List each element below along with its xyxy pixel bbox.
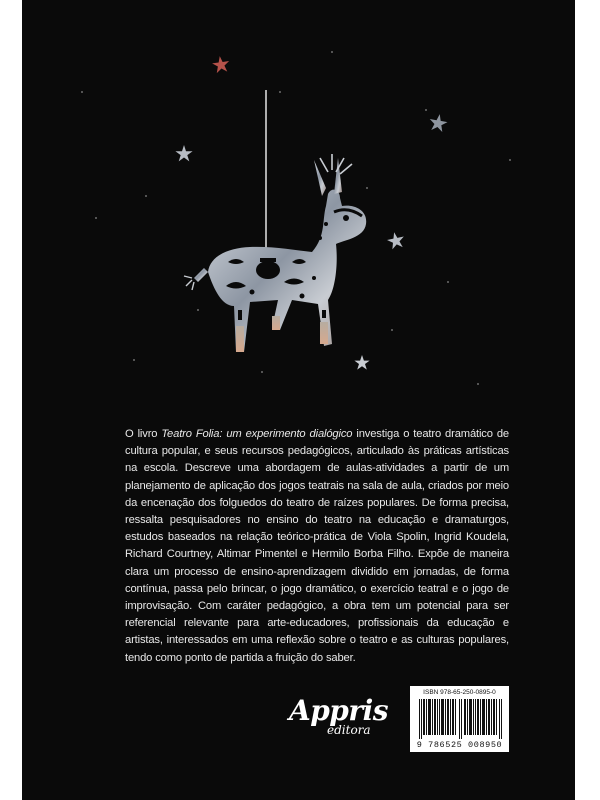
barcode-panel bbox=[410, 686, 509, 752]
publisher-logo bbox=[289, 694, 391, 742]
barcode-number: 9 786525 008950 bbox=[416, 740, 503, 750]
back-cover bbox=[22, 0, 575, 800]
cover-illustration bbox=[22, 0, 575, 410]
book-title: Teatro Folia: um experimento dialógico bbox=[161, 428, 353, 440]
blurb-body: investiga o teatro dramático de cultura popular, e seus recursos pedagógicos, articulado às práticas artísticas na escola. Descreve uma abordagem de aulas-atividades a partir de um planejamento de aplicação dos jogos teatrais na sala de aula, criados por meio da encenação dos folguedos do teatro de raízes populares. De forma precisa, ressalta pesquisadores no ensino do teatro na educação e dramaturgos, estudos baseados na relação teórico-prática de Viola Spolin, Ingrid Koudela, Richard Courtney, Altimar Pimentel e Hermilo Borba Filho. Expõe de maneira clara um processo de ensino-aprendizagem dividido em jornadas, de forma contínua, passa pelo brincar, o jogo dramático, o exercício teatral e o jogo de improvisação. Com caráter pedagógico, a obra tem um potencial para ser referencial relevante para arte-educadores, profissionais da educação e artistas, interessados em uma reflexão sobre o teatro e as culturas populares, tendo como ponto de partida a fruição do saber. bbox=[125, 428, 509, 664]
star-icon bbox=[428, 113, 449, 133]
star-icon bbox=[386, 230, 406, 250]
barcode-icon bbox=[419, 699, 503, 741]
back-cover-blurb bbox=[125, 426, 509, 667]
sky-dots bbox=[81, 51, 511, 385]
star-icon bbox=[211, 55, 230, 74]
llama-figure-icon bbox=[184, 154, 366, 352]
blurb-intro: O livro bbox=[125, 428, 162, 440]
publisher-tagline: editora bbox=[327, 723, 371, 737]
star-icon bbox=[175, 145, 192, 161]
isbn-label: ISBN 978-65-250-0895-0 bbox=[423, 689, 496, 696]
publisher-name: Appris bbox=[289, 694, 389, 727]
star-icon bbox=[354, 355, 369, 370]
